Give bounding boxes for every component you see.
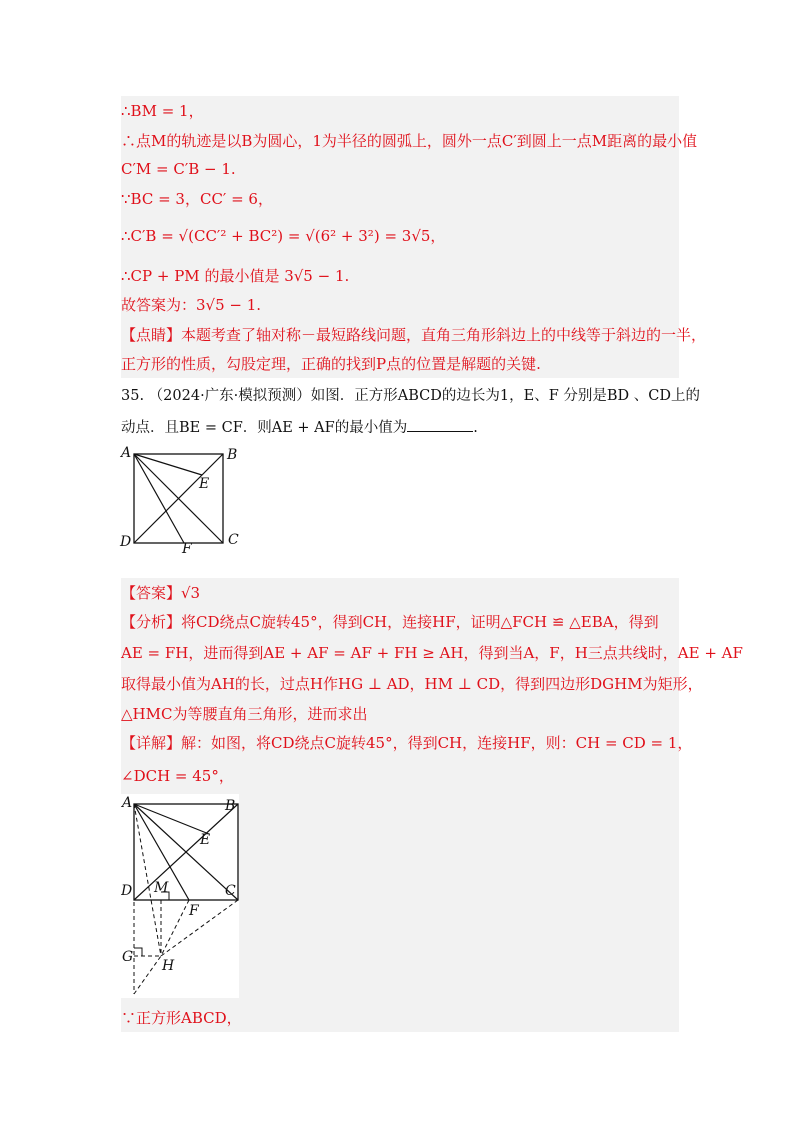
- step-bc: ∵BC = 3，CC′ = 6，: [121, 190, 273, 208]
- label-b: B: [227, 447, 238, 463]
- step-bm: ∴BM = 1，: [121, 102, 204, 120]
- figure-rotation: [121, 794, 239, 998]
- step-locus: ∴点M的轨迹是以B为圆心，1为半径的圆弧上，圆外一点C′到圆上一点M距离的最小值: [121, 132, 698, 150]
- step-cb-length: ∴C′B = √(CC′² + BC²) = √(6² + 3²) = 3√5，: [121, 227, 446, 245]
- figure-square-abcd: [118, 444, 248, 556]
- fig2-label-b: B: [225, 798, 236, 814]
- fig2-label-d: D: [121, 883, 133, 899]
- question-35-period: .: [473, 420, 478, 436]
- step-min-distance: C′M = C′B − 1.: [121, 160, 236, 178]
- question-35-line-2: [121, 417, 478, 438]
- fig2-label-e: E: [200, 832, 211, 848]
- fig2-label-g: G: [122, 949, 134, 965]
- comment-line-1: 【点睛】本题考查了轴对称－最短路线问题，直角三角形斜边上的中线等于斜边的一半，: [121, 326, 707, 344]
- detail-line-2: ∠DCH = 45°，: [121, 767, 234, 785]
- detail-line-1: 【详解】解：如图，将CD绕点C旋转45°，得到CH，连接HF，则：CH = CD = 1，: [121, 734, 693, 752]
- fig2-label-c: C: [225, 883, 236, 899]
- answer-line: 【答案】√3: [121, 584, 201, 602]
- analysis-line-2: AE = FH，进而得到AE + AF = AF + FH ≥ AH，得到当A，F，H三点共线时，AE + AF: [121, 644, 743, 662]
- answer-text: 故答案为：3√5 − 1.: [121, 296, 262, 314]
- label-c: C: [228, 532, 239, 548]
- analysis-line-3: 取得最小值为AH的长，过点H作HG ⊥ AD，HM ⊥ CD，得到四边形DGHM为矩形，: [121, 675, 703, 693]
- answer-block: [121, 578, 743, 1032]
- label-f: F: [182, 541, 192, 556]
- solution-continuation-block: [121, 96, 707, 378]
- detail-last-line: ∵正方形ABCD，: [121, 1009, 242, 1027]
- label-a: A: [121, 445, 132, 461]
- fig2-label-f: F: [189, 903, 199, 919]
- comment-line-2: 正方形的性质，勾股定理，正确的找到P点的位置是解题的关键.: [121, 355, 541, 373]
- answer-blank: [407, 417, 473, 432]
- fig2-label-a: A: [122, 795, 133, 811]
- label-d: D: [120, 534, 132, 550]
- fig2-label-h: H: [162, 958, 175, 974]
- label-e: E: [199, 476, 210, 492]
- analysis-line-1: 【分析】将CD绕点C旋转45°，得到CH，连接HF，证明△FCH ≌ △EBA，得到: [121, 613, 659, 631]
- step-min-value: ∴CP + PM 的最小值是 3√5 − 1.: [121, 267, 350, 285]
- analysis-line-4: △HMC为等腰直角三角形，进而求出: [121, 705, 368, 723]
- question-35-line-1: 35. （2024·广东·模拟预测）如图．正方形ABCD的边长为1，E、F 分别是BD 、CD上的: [121, 388, 700, 404]
- fig2-label-m: M: [154, 880, 169, 896]
- question-35-text: 动点．且BE = CF．则AE + AF的最小值为: [121, 420, 408, 436]
